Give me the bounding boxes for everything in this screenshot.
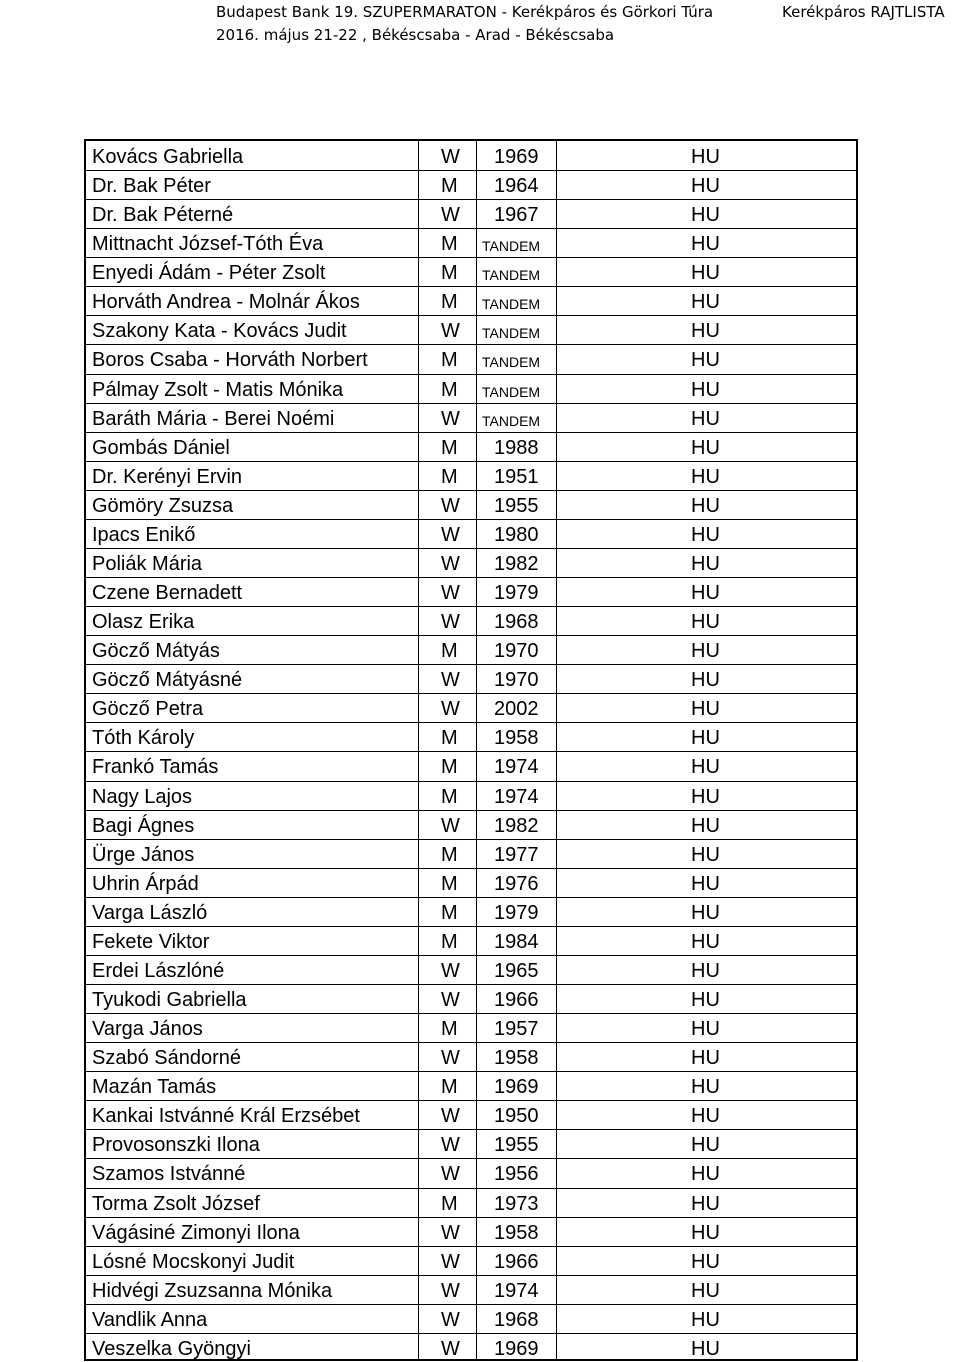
participant-birth-year: 1958	[494, 727, 539, 750]
participant-country: HU	[691, 814, 720, 837]
participant-name: Uhrin Árpád	[92, 872, 199, 895]
participant-gender: W	[441, 814, 460, 837]
table-row	[86, 490, 856, 519]
participant-country: HU	[691, 436, 720, 459]
participant-gender: M	[441, 175, 458, 198]
participant-country: HU	[691, 1105, 720, 1128]
table-row	[86, 722, 856, 751]
participant-gender: M	[441, 1018, 458, 1041]
participant-gender: M	[441, 1076, 458, 1099]
table-row	[86, 926, 856, 955]
participant-country: HU	[691, 552, 720, 575]
table-row	[86, 635, 856, 664]
participant-birth-year: 1955	[494, 494, 539, 517]
participant-name: Gombás Dániel	[92, 436, 230, 459]
table-row	[86, 955, 856, 984]
participant-country: HU	[691, 1250, 720, 1273]
table-row	[86, 1129, 856, 1158]
participant-gender: M	[441, 291, 458, 314]
participant-birth-year: 2002	[494, 698, 539, 721]
participant-country: HU	[691, 698, 720, 721]
participant-country: HU	[691, 146, 720, 168]
participant-birth-year: 1966	[494, 989, 539, 1012]
participant-country: HU	[691, 262, 720, 285]
participant-birth-year: 1976	[494, 872, 539, 895]
participant-name: Mazán Tamás	[92, 1076, 217, 1099]
participant-name: Fekete Viktor	[92, 930, 210, 953]
table-row	[86, 664, 856, 693]
participant-birth-year: TANDEM	[482, 412, 541, 429]
participant-name: Tóth Károly	[92, 727, 195, 750]
participant-gender: W	[441, 407, 460, 430]
table-row	[86, 1013, 856, 1042]
participant-name: Nagy Lajos	[92, 785, 193, 808]
participant-gender: M	[441, 378, 458, 401]
table-row	[86, 839, 856, 868]
participant-country: HU	[691, 756, 720, 779]
participant-gender: M	[441, 1192, 458, 1215]
participant-birth-year: 1958	[494, 1221, 539, 1244]
participant-gender: W	[441, 494, 460, 517]
participant-country: HU	[691, 465, 720, 488]
table-row	[86, 1333, 856, 1362]
table-row	[86, 1275, 856, 1304]
participant-name: Baráth Mária - Berei Noémi	[92, 407, 335, 430]
participant-birth-year: 1955	[494, 1134, 539, 1157]
participant-birth-year: 1979	[494, 582, 539, 605]
table-row	[86, 199, 856, 228]
table-row	[86, 286, 856, 315]
participant-gender: M	[441, 901, 458, 924]
participant-gender: W	[441, 989, 460, 1012]
participant-gender: W	[441, 1163, 460, 1186]
participant-birth-year: 1982	[494, 552, 539, 575]
participant-birth-year: TANDEM	[482, 325, 541, 342]
participant-gender: M	[441, 930, 458, 953]
participant-country: HU	[691, 989, 720, 1012]
participant-name: Varga János	[92, 1018, 203, 1041]
table-row	[86, 897, 856, 926]
table-row	[86, 403, 856, 432]
participant-name: Pálmay Zsolt - Matis Mónika	[92, 378, 344, 401]
table-row	[86, 1188, 856, 1217]
participant-country: HU	[691, 494, 720, 517]
event-title: Budapest Bank 19. SZUPERMARATON - Kerékpáros és Görkori Túra	[216, 3, 714, 21]
participant-gender: M	[441, 640, 458, 663]
participant-name: Vágásiné Zimonyi Ilona	[92, 1221, 300, 1244]
participant-birth-year: 1965	[494, 959, 539, 982]
participant-birth-year: 1967	[494, 204, 539, 227]
participant-name: Göcző Mátyásné	[92, 669, 243, 692]
participant-name: Torma Zsolt József	[92, 1192, 260, 1215]
participant-country: HU	[691, 291, 720, 314]
participant-name: Frankó Tamás	[92, 756, 219, 779]
participant-name: Szabó Sándorné	[92, 1047, 242, 1070]
participant-gender: W	[441, 1337, 460, 1360]
participant-gender: W	[441, 1250, 460, 1273]
table-row	[86, 810, 856, 839]
participant-birth-year: 1988	[494, 436, 539, 459]
participant-name: Dr. Kerényi Ervin	[92, 465, 243, 488]
participant-gender: M	[441, 349, 458, 372]
table-row	[86, 1071, 856, 1100]
participant-birth-year: 1968	[494, 1308, 539, 1331]
participant-gender: W	[441, 611, 460, 634]
participant-name: Szamos Istvánné	[92, 1163, 246, 1186]
participant-country: HU	[691, 1221, 720, 1244]
participant-country: HU	[691, 349, 720, 372]
participant-country: HU	[691, 1337, 720, 1360]
participant-country: HU	[691, 640, 720, 663]
participant-name: Göcző Mátyás	[92, 640, 220, 663]
participant-birth-year: TANDEM	[482, 238, 541, 255]
participant-country: HU	[691, 611, 720, 634]
participant-gender: W	[441, 204, 460, 227]
participant-name: Kovács Gabriella	[92, 146, 244, 168]
participant-birth-year: 1974	[494, 756, 539, 779]
participant-country: HU	[691, 669, 720, 692]
participant-country: HU	[691, 582, 720, 605]
participant-birth-year: 1970	[494, 669, 539, 692]
table-row	[86, 751, 856, 780]
participant-birth-year: 1984	[494, 930, 539, 953]
participant-gender: W	[441, 582, 460, 605]
participant-birth-year: TANDEM	[482, 354, 541, 371]
participant-name: Tyukodi Gabriella	[92, 989, 247, 1012]
participant-gender: M	[441, 872, 458, 895]
participant-birth-year: TANDEM	[482, 267, 541, 284]
participant-name: Enyedi Ádám - Péter Zsolt	[92, 262, 326, 285]
participant-name: Czene Bernadett	[92, 582, 243, 605]
table-row	[86, 1100, 856, 1129]
participant-birth-year: 1951	[494, 465, 539, 488]
participant-name: Kankai Istvánné Král Erzsébet	[92, 1105, 360, 1128]
table-row	[86, 868, 856, 897]
participant-name: Poliák Mária	[92, 552, 203, 575]
participant-country: HU	[691, 1076, 720, 1099]
table-row	[86, 1158, 856, 1187]
table-row	[86, 257, 856, 286]
participant-country: HU	[691, 1279, 720, 1302]
participant-gender: W	[441, 1047, 460, 1070]
participant-birth-year: 1964	[494, 175, 539, 198]
participant-birth-year: 1969	[494, 1337, 539, 1360]
participant-birth-year: 1958	[494, 1047, 539, 1070]
participant-birth-year: TANDEM	[482, 383, 541, 400]
participant-name: Boros Csaba - Horváth Norbert	[92, 349, 368, 372]
participant-gender: W	[441, 1134, 460, 1157]
participant-country: HU	[691, 1308, 720, 1331]
participant-birth-year: 1966	[494, 1250, 539, 1273]
participant-name: Olasz Erika	[92, 611, 195, 634]
participant-country: HU	[691, 785, 720, 808]
participant-name: Ipacs Enikő	[92, 523, 196, 546]
participant-birth-year: 1970	[494, 640, 539, 663]
participant-birth-year: 1950	[494, 1105, 539, 1128]
participant-country: HU	[691, 233, 720, 256]
participant-name: Horváth Andrea - Molnár Ákos	[92, 291, 360, 314]
participant-gender: M	[441, 233, 458, 256]
table-row	[86, 170, 856, 199]
participant-gender: M	[441, 785, 458, 808]
participant-gender: W	[441, 523, 460, 546]
table-row	[86, 432, 856, 461]
participant-country: HU	[691, 378, 720, 401]
participant-birth-year: 1974	[494, 785, 539, 808]
participant-country: HU	[691, 1047, 720, 1070]
participant-country: HU	[691, 727, 720, 750]
participant-gender: W	[441, 1308, 460, 1331]
participant-country: HU	[691, 872, 720, 895]
table-row	[86, 606, 856, 635]
participant-name: Mittnacht József-Tóth Éva	[92, 233, 324, 256]
participant-country: HU	[691, 959, 720, 982]
participant-country: HU	[691, 843, 720, 866]
participant-birth-year: 1980	[494, 523, 539, 546]
participant-country: HU	[691, 1134, 720, 1157]
participant-gender: M	[441, 465, 458, 488]
participant-birth-year: 1969	[494, 146, 539, 168]
participant-country: HU	[691, 930, 720, 953]
participant-country: HU	[691, 523, 720, 546]
table-row	[86, 228, 856, 257]
participant-birth-year: 1974	[494, 1279, 539, 1302]
participant-birth-year: 1977	[494, 843, 539, 866]
participant-country: HU	[691, 1163, 720, 1186]
table-row	[86, 577, 856, 606]
participant-gender: W	[441, 1105, 460, 1128]
participant-name: Hidvégi Zsuzsanna Mónika	[92, 1279, 333, 1302]
table-row	[86, 344, 856, 373]
participant-gender: M	[441, 843, 458, 866]
participant-name: Szakony Kata - Kovács Judit	[92, 320, 347, 343]
participant-gender: M	[441, 262, 458, 285]
participant-gender: M	[441, 756, 458, 779]
table-row	[86, 519, 856, 548]
table-row	[86, 1246, 856, 1275]
participant-name: Dr. Bak Péterné	[92, 204, 234, 227]
participant-name: Lósné Mocskonyi Judit	[92, 1250, 295, 1273]
table-row	[86, 315, 856, 344]
participant-birth-year: 1969	[494, 1076, 539, 1099]
participant-gender: W	[441, 552, 460, 575]
participant-name: Varga László	[92, 901, 208, 924]
participant-gender: W	[441, 698, 460, 721]
participant-country: HU	[691, 1018, 720, 1041]
participant-gender: W	[441, 320, 460, 343]
participant-name: Bagi Ágnes	[92, 814, 195, 837]
participant-name: Göcző Petra	[92, 698, 204, 721]
table-row	[86, 141, 856, 170]
table-row	[86, 1304, 856, 1333]
participant-country: HU	[691, 901, 720, 924]
participant-birth-year: 1956	[494, 1163, 539, 1186]
participant-gender: W	[441, 1221, 460, 1244]
participant-name: Vandlik Anna	[92, 1308, 208, 1331]
participant-country: HU	[691, 320, 720, 343]
participant-country: HU	[691, 407, 720, 430]
list-name: Kerékpáros RAJTLISTA	[782, 3, 945, 21]
participant-gender: W	[441, 959, 460, 982]
participant-name: Provosonszki Ilona	[92, 1134, 260, 1157]
participant-name: Gömöry Zsuzsa	[92, 494, 234, 517]
table-row	[86, 1217, 856, 1246]
participant-name: Veszelka Gyöngyi	[92, 1337, 251, 1360]
participant-birth-year: 1979	[494, 901, 539, 924]
participant-birth-year: 1957	[494, 1018, 539, 1041]
participant-gender: M	[441, 436, 458, 459]
participant-gender: W	[441, 669, 460, 692]
table-row	[86, 1042, 856, 1071]
participant-gender: M	[441, 727, 458, 750]
participant-name: Dr. Bak Péter	[92, 175, 211, 198]
table-row	[86, 548, 856, 577]
table-row	[86, 984, 856, 1013]
participant-name: Erdei Lászlóné	[92, 959, 225, 982]
participant-country: HU	[691, 204, 720, 227]
table-row	[86, 374, 856, 403]
event-subtitle: 2016. május 21-22 , Békéscsaba - Arad - Békéscsaba	[216, 26, 615, 44]
participant-birth-year: 1968	[494, 611, 539, 634]
participant-country: HU	[691, 1192, 720, 1215]
participant-gender: W	[441, 146, 460, 168]
participant-birth-year: 1982	[494, 814, 539, 837]
table-row	[86, 461, 856, 490]
participant-name: Ürge János	[92, 843, 195, 866]
participant-birth-year: TANDEM	[482, 296, 541, 313]
participant-birth-year: 1973	[494, 1192, 539, 1215]
participant-country: HU	[691, 175, 720, 198]
participant-gender: W	[441, 1279, 460, 1302]
table-row	[86, 781, 856, 810]
table-row	[86, 693, 856, 722]
